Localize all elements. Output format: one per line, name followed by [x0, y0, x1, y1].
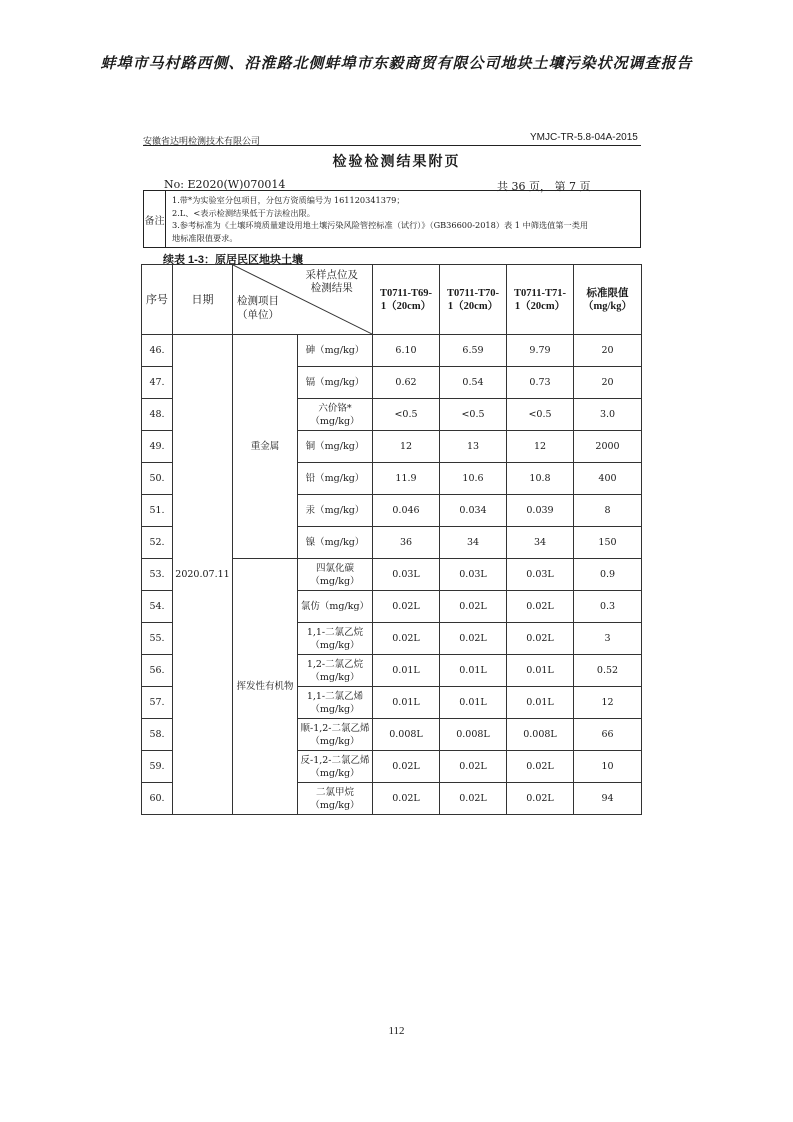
value-cell: 6.59 [440, 335, 507, 367]
header-col3: T0711-T71- 1（20cm） [507, 265, 574, 335]
note-line: 1.带*为实验室分包项目，分包方资质编号为 161120341379； [172, 195, 405, 205]
row-number: 57. [142, 687, 173, 719]
row-number: 53. [142, 559, 173, 591]
value-cell: 0.02L [440, 751, 507, 783]
header-divider [143, 145, 641, 146]
header-limit: 标准限值 （mg/kg） [574, 265, 642, 335]
limit-cell: 12 [574, 687, 642, 719]
value-cell: <0.5 [440, 399, 507, 431]
value-cell: 0.02L [373, 623, 440, 655]
report-header: 蚌埠市马村路西侧、沿淮路北侧蚌埠市东毅商贸有限公司地块土壤污染状况调查报告 [100, 54, 693, 72]
row-number: 48. [142, 399, 173, 431]
value-cell: 0.01L [440, 687, 507, 719]
limit-cell: 0.3 [574, 591, 642, 623]
limit-cell: 20 [574, 335, 642, 367]
table-row [142, 335, 642, 367]
value-cell: 6.10 [373, 335, 440, 367]
value-cell: 0.02L [507, 751, 574, 783]
item-cell: 六价铬*（mg/kg） [298, 399, 373, 431]
value-cell: 0.01L [507, 655, 574, 687]
item-cell: 1,1-二氯乙烯 （mg/kg） [298, 687, 373, 719]
value-cell: 0.008L [440, 719, 507, 751]
note-line: 2.L、<表示检测结果低于方法检出限。 [172, 207, 315, 218]
table-header-row [142, 265, 642, 335]
item-cell: 二氯甲烷 （mg/kg） [298, 783, 373, 815]
item-cell: 四氯化碳 （mg/kg） [298, 559, 373, 591]
value-cell: 10.8 [507, 463, 574, 495]
item-cell: 1,2-二氯乙烷 （mg/kg） [298, 655, 373, 687]
value-cell: 12 [373, 431, 440, 463]
value-cell: 0.02L [440, 623, 507, 655]
value-cell: 0.02L [373, 751, 440, 783]
limit-cell: 400 [574, 463, 642, 495]
row-number: 60. [142, 783, 173, 815]
value-cell: 0.02L [373, 783, 440, 815]
limit-cell: 2000 [574, 431, 642, 463]
document-code: YMJC-TR-5.8-04A-2015 [530, 132, 638, 143]
value-cell: 0.01L [507, 687, 574, 719]
value-cell: 0.039 [507, 495, 574, 527]
value-cell: 0.02L [507, 623, 574, 655]
notes-label: 备注 [144, 191, 166, 247]
header-col2: T0711-T70- 1（20cm） [440, 265, 507, 335]
value-cell: 10.6 [440, 463, 507, 495]
value-cell: 0.008L [507, 719, 574, 751]
group-heavy-metals: 重金属 [233, 335, 298, 559]
results-table [141, 264, 642, 815]
row-number: 46. [142, 335, 173, 367]
item-cell: 氯仿（mg/kg） [298, 591, 373, 623]
value-cell: 0.02L [440, 591, 507, 623]
report-number: No: E2020(W)070014 [164, 178, 286, 191]
value-cell: 0.03L [440, 559, 507, 591]
value-cell: 0.02L [440, 783, 507, 815]
header-col1: T0711-T69- 1（20cm） [373, 265, 440, 335]
header-sampling-points: 采样点位及 检测结果 [305, 269, 358, 294]
value-cell: 0.01L [440, 655, 507, 687]
notes-box [143, 190, 641, 248]
value-cell: 9.79 [507, 335, 574, 367]
row-number: 55. [142, 623, 173, 655]
item-cell: 顺-1,2-二氯乙烯 （mg/kg） [298, 719, 373, 751]
value-cell: 0.02L [507, 783, 574, 815]
value-cell: 0.034 [440, 495, 507, 527]
header-diagonal-cell [233, 265, 373, 335]
page-number: 112 [388, 1025, 405, 1037]
item-cell: 镍（mg/kg） [298, 527, 373, 559]
row-number: 51. [142, 495, 173, 527]
row-number: 52. [142, 527, 173, 559]
company-name: 安徽省达明检测技术有限公司 [143, 137, 261, 147]
item-cell: 反-1,2-二氯乙烯 （mg/kg） [298, 751, 373, 783]
row-number: 47. [142, 367, 173, 399]
value-cell: 0.046 [373, 495, 440, 527]
value-cell: <0.5 [507, 399, 574, 431]
value-cell: 34 [507, 527, 574, 559]
limit-cell: 3 [574, 623, 642, 655]
value-cell: 0.008L [373, 719, 440, 751]
item-cell: 汞（mg/kg） [298, 495, 373, 527]
value-cell: 0.01L [373, 655, 440, 687]
limit-cell: 0.9 [574, 559, 642, 591]
value-cell: 0.02L [373, 591, 440, 623]
value-cell: 0.03L [373, 559, 440, 591]
item-cell: 镉（mg/kg） [298, 367, 373, 399]
value-cell: 12 [507, 431, 574, 463]
item-cell: 1,1-二氯乙烷 （mg/kg） [298, 623, 373, 655]
limit-cell: 10 [574, 751, 642, 783]
limit-cell: 0.52 [574, 655, 642, 687]
date-cell: 2020.07.11 [173, 335, 233, 815]
limit-cell: 3.0 [574, 399, 642, 431]
limit-cell: 8 [574, 495, 642, 527]
value-cell: 0.02L [507, 591, 574, 623]
header-test-item: 检测项目 （单位） [237, 295, 279, 321]
value-cell: 0.01L [373, 687, 440, 719]
value-cell: <0.5 [373, 399, 440, 431]
value-cell: 34 [440, 527, 507, 559]
table-caption: 续表 1-3：原居民区地块土壤 [163, 254, 303, 266]
note-line: 地标准限值要求。 [172, 232, 238, 243]
value-cell: 0.03L [507, 559, 574, 591]
value-cell: 36 [373, 527, 440, 559]
row-number: 50. [142, 463, 173, 495]
row-number: 58. [142, 719, 173, 751]
value-cell: 11.9 [373, 463, 440, 495]
header-date: 日期 [173, 265, 233, 335]
row-number: 56. [142, 655, 173, 687]
item-cell: 砷（mg/kg） [298, 335, 373, 367]
note-line: 3.参考标准为《土壤环境质量建设用地土壤污染风险管控标准（试行）》（GB36600-2018）表 1 中筛选值第一类用 [172, 220, 589, 230]
row-number: 59. [142, 751, 173, 783]
page-title: 检验检测结果附页 [332, 154, 461, 170]
value-cell: 0.73 [507, 367, 574, 399]
page-count: 共 36 页， 第 7 页 [497, 180, 591, 193]
item-cell: 铜（mg/kg） [298, 431, 373, 463]
limit-cell: 94 [574, 783, 642, 815]
limit-cell: 20 [574, 367, 642, 399]
row-number: 54. [142, 591, 173, 623]
limit-cell: 150 [574, 527, 642, 559]
header-no: 序号 [142, 265, 173, 335]
value-cell: 13 [440, 431, 507, 463]
group-voc: 挥发性有机物 [233, 559, 298, 815]
value-cell: 0.62 [373, 367, 440, 399]
limit-cell: 66 [574, 719, 642, 751]
value-cell: 0.54 [440, 367, 507, 399]
row-number: 49. [142, 431, 173, 463]
item-cell: 铅（mg/kg） [298, 463, 373, 495]
notes-lines [172, 194, 637, 244]
